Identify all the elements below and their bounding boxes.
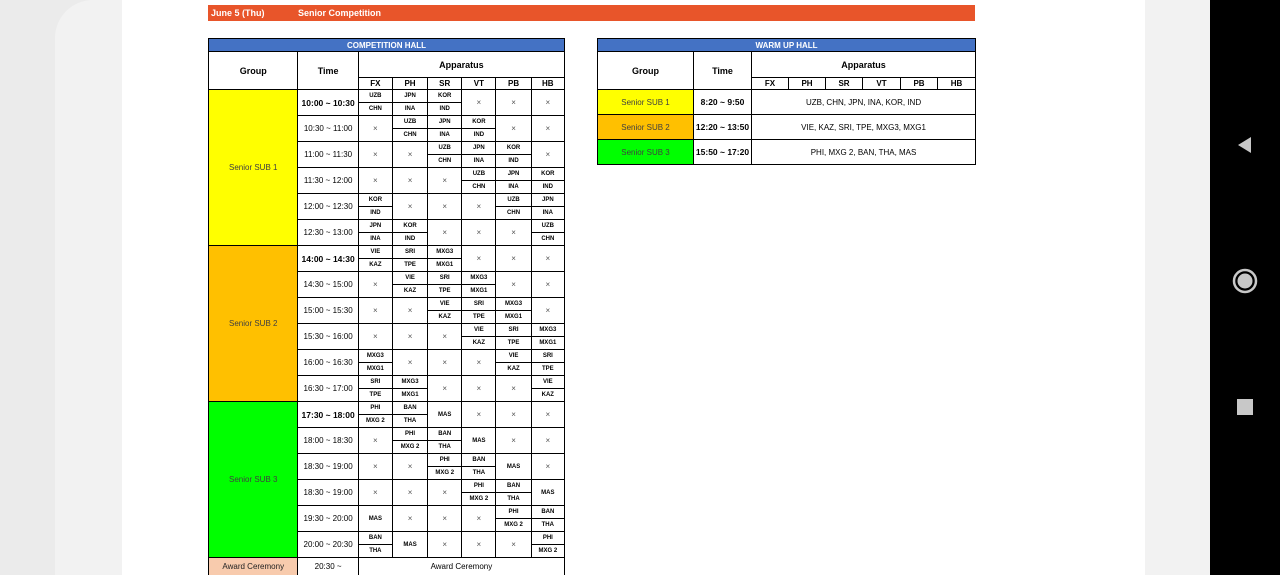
team-code: THA <box>496 492 530 505</box>
empty-cell: × <box>496 90 531 116</box>
recents-button[interactable] <box>1210 398 1280 438</box>
wu-group-header: Group <box>598 52 694 90</box>
empty-cell: × <box>428 194 462 220</box>
empty-cell: × <box>358 142 392 168</box>
team-code: KOR <box>541 171 555 177</box>
competition-hall-table <box>208 38 565 575</box>
time-cell: 18:00 ~ 18:30 <box>298 428 358 454</box>
team-code: VIE <box>508 353 519 359</box>
group-sub3: Senior SUB 3 <box>209 402 298 558</box>
team-code: MXG1 <box>496 310 530 323</box>
team-pair-cell <box>531 194 564 220</box>
team-code: BAN <box>438 431 452 437</box>
time-cell: 11:30 ~ 12:00 <box>298 168 358 194</box>
empty-cell: × <box>428 168 462 194</box>
team-code: INA <box>462 154 495 167</box>
team-code: MXG 2 <box>393 440 427 453</box>
team-cell: MAS <box>462 428 496 454</box>
empty-cell: × <box>392 454 427 480</box>
team-pair-cell <box>496 350 531 376</box>
team-pair-cell <box>496 324 531 350</box>
team-pair-cell <box>531 350 564 376</box>
team-code: JPN <box>438 119 451 125</box>
empty-cell: × <box>428 376 462 402</box>
date-banner <box>208 5 975 21</box>
team-code: MXG1 <box>359 362 392 375</box>
wu-apparatus-pb: PB <box>901 78 938 90</box>
empty-cell: × <box>496 532 531 558</box>
empty-cell: × <box>428 324 462 350</box>
team-code: IND <box>532 180 564 193</box>
team-code: MXG 2 <box>462 492 495 505</box>
wu-time-sub3: 15:50 ~ 17:20 <box>694 140 752 165</box>
team-pair-cell <box>358 532 392 558</box>
apparatus-ph: PH <box>392 78 427 90</box>
schedule-row <box>209 246 565 272</box>
time-cell: 16:00 ~ 16:30 <box>298 350 358 376</box>
time-cell: 15:00 ~ 15:30 <box>298 298 358 324</box>
schedule-row <box>209 402 565 428</box>
team-pair-cell <box>531 506 564 532</box>
empty-cell: × <box>531 402 564 428</box>
wu-apparatus-sr: SR <box>826 78 863 90</box>
team-code: IND <box>359 206 392 219</box>
empty-cell: × <box>392 506 427 532</box>
team-code: MXG1 <box>532 336 564 349</box>
team-code: VIE <box>542 379 553 385</box>
team-code: BAN <box>368 535 382 541</box>
team-code: PHI <box>473 483 484 489</box>
team-code: CHN <box>532 232 564 245</box>
team-cell: MAS <box>531 480 564 506</box>
wu-teams-sub3: PHI, MXG 2, BAN, THA, MAS <box>752 140 976 165</box>
empty-cell: × <box>428 506 462 532</box>
empty-cell: × <box>462 506 496 532</box>
wu-group-sub2: Senior SUB 2 <box>598 115 694 140</box>
team-code: SRI <box>439 275 450 281</box>
apparatus-sr: SR <box>428 78 462 90</box>
team-code: CHN <box>359 102 392 115</box>
team-code: TPE <box>428 284 461 297</box>
team-code: VIE <box>405 275 415 281</box>
empty-cell: × <box>462 532 496 558</box>
team-pair-cell <box>428 116 462 142</box>
competition-hall-title: COMPETITION HALL <box>209 39 565 52</box>
empty-cell: × <box>531 90 564 116</box>
team-pair-cell <box>462 298 496 324</box>
empty-cell: × <box>496 376 531 402</box>
wu-apparatus-fx: FX <box>752 78 789 90</box>
team-code: INA <box>496 180 530 193</box>
competition-label: Senior Competition <box>298 8 381 18</box>
team-pair-cell <box>358 194 392 220</box>
team-code: TPE <box>462 310 495 323</box>
team-pair-cell <box>428 454 462 480</box>
team-pair-cell <box>358 90 392 116</box>
team-code: VIE <box>474 327 484 333</box>
team-pair-cell <box>531 324 564 350</box>
wu-apparatus-vt: VT <box>863 78 901 90</box>
team-pair-cell <box>392 246 427 272</box>
warm-up-hall-title: WARM UP HALL <box>598 39 976 52</box>
empty-cell: × <box>392 480 427 506</box>
empty-cell: × <box>496 428 531 454</box>
team-pair-cell <box>496 168 531 194</box>
wu-time-header: Time <box>694 52 752 90</box>
team-code: JPN <box>473 145 485 151</box>
time-cell: 18:30 ~ 19:00 <box>298 454 358 480</box>
wu-group-sub1: Senior SUB 1 <box>598 90 694 115</box>
group-sub1: Senior SUB 1 <box>209 90 298 246</box>
team-cell: MAS <box>358 506 392 532</box>
empty-cell: × <box>531 116 564 142</box>
time-cell: 14:30 ~ 15:00 <box>298 272 358 298</box>
team-code: BAN <box>472 457 486 463</box>
team-code: KOR <box>438 93 452 99</box>
team-code: PHI <box>508 509 519 515</box>
team-pair-cell <box>428 298 462 324</box>
team-pair-cell <box>428 90 462 116</box>
empty-cell: × <box>428 532 462 558</box>
time-cell: 12:00 ~ 12:30 <box>298 194 358 220</box>
team-code: KOR <box>403 223 417 229</box>
team-code: KOR <box>506 145 521 151</box>
team-cell: MAS <box>392 532 427 558</box>
team-pair-cell <box>496 506 531 532</box>
time-cell: 16:30 ~ 17:00 <box>298 376 358 402</box>
team-code: IND <box>462 128 495 141</box>
team-code: IND <box>496 154 530 167</box>
team-pair-cell <box>428 272 462 298</box>
team-code: MXG3 <box>539 327 557 333</box>
team-code: MXG 2 <box>532 544 564 557</box>
team-pair-cell <box>428 246 462 272</box>
empty-cell: × <box>531 428 564 454</box>
empty-cell: × <box>392 142 427 168</box>
empty-cell: × <box>392 324 427 350</box>
team-code: MXG3 <box>401 379 419 385</box>
team-code: PHI <box>542 535 553 541</box>
team-code: CHN <box>496 206 530 219</box>
team-code: SRI <box>542 353 553 359</box>
wu-apparatus-header: Apparatus <box>752 52 976 78</box>
warm-up-hall-table <box>597 38 976 165</box>
team-code: TPE <box>393 258 427 271</box>
empty-cell: × <box>392 194 427 220</box>
team-code: MXG1 <box>428 258 461 271</box>
award-time: 20:30 ~ <box>298 558 358 575</box>
team-code: MXG1 <box>393 388 427 401</box>
team-code: MXG1 <box>462 284 495 297</box>
team-code: MXG3 <box>366 353 384 359</box>
empty-cell: × <box>496 272 531 298</box>
time-cell: 12:30 ~ 13:00 <box>298 220 358 246</box>
time-cell: 10:00 ~ 10:30 <box>298 90 358 116</box>
team-pair-cell <box>462 142 496 168</box>
wu-group-sub3: Senior SUB 3 <box>598 140 694 165</box>
team-cell: MAS <box>428 402 462 428</box>
team-code: INA <box>532 206 564 219</box>
time-cell: 20:00 ~ 20:30 <box>298 532 358 558</box>
team-code: VIE <box>370 249 381 255</box>
time-cell: 14:00 ~ 14:30 <box>298 246 358 272</box>
team-code: BAN <box>507 483 521 489</box>
team-code: IND <box>428 102 461 115</box>
team-code: SRI <box>473 301 484 307</box>
team-pair-cell <box>392 272 427 298</box>
empty-cell: × <box>358 116 392 142</box>
team-pair-cell <box>531 220 564 246</box>
empty-cell: × <box>428 350 462 376</box>
team-code: INA <box>428 128 461 141</box>
empty-cell: × <box>358 428 392 454</box>
empty-cell: × <box>531 246 564 272</box>
empty-cell: × <box>462 194 496 220</box>
team-pair-cell <box>358 246 392 272</box>
empty-cell: × <box>358 324 392 350</box>
team-pair-cell <box>531 376 564 402</box>
time-cell: 15:30 ~ 16:00 <box>298 324 358 350</box>
team-code: UZB <box>369 93 382 99</box>
empty-cell: × <box>462 376 496 402</box>
team-pair-cell <box>358 350 392 376</box>
apparatus-header: Apparatus <box>358 52 564 78</box>
team-code: KAZ <box>496 362 530 375</box>
team-pair-cell <box>392 376 427 402</box>
empty-cell: × <box>392 298 427 324</box>
team-code: THA <box>532 518 564 531</box>
empty-cell: × <box>531 298 564 324</box>
empty-cell: × <box>358 480 392 506</box>
apparatus-fx: FX <box>358 78 392 90</box>
team-code: INA <box>393 102 427 115</box>
team-code: SRI <box>370 379 381 385</box>
empty-cell: × <box>462 90 496 116</box>
empty-cell: × <box>392 168 427 194</box>
team-code: INA <box>359 232 392 245</box>
team-pair-cell <box>531 168 564 194</box>
schedule-row <box>209 90 565 116</box>
team-code: KAZ <box>359 258 392 271</box>
team-code: TPE <box>359 388 392 401</box>
back-button[interactable] <box>1210 135 1280 175</box>
team-code: SRI <box>508 327 519 333</box>
team-pair-cell <box>496 298 531 324</box>
team-code: IND <box>393 232 427 245</box>
team-pair-cell <box>496 194 531 220</box>
team-pair-cell <box>358 376 392 402</box>
team-code: SRI <box>405 249 416 255</box>
team-code: TPE <box>496 336 530 349</box>
team-code: CHN <box>428 154 461 167</box>
empty-cell: × <box>428 480 462 506</box>
time-cell: 18:30 ~ 19:00 <box>298 480 358 506</box>
team-code: MXG3 <box>470 275 488 281</box>
team-code: MXG 2 <box>496 518 530 531</box>
time-cell: 10:30 ~ 11:00 <box>298 116 358 142</box>
team-code: CHN <box>393 128 427 141</box>
team-code: KAZ <box>428 310 461 323</box>
team-pair-cell <box>496 142 531 168</box>
wu-teams-sub2: VIE, KAZ, SRI, TPE, MXG3, MXG1 <box>752 115 976 140</box>
team-code: KOR <box>472 119 486 125</box>
team-code: KAZ <box>532 388 564 401</box>
competition-rows <box>209 90 565 558</box>
team-code: UZB <box>403 119 417 125</box>
team-pair-cell <box>358 220 392 246</box>
empty-cell: × <box>462 350 496 376</box>
apparatus-hb: HB <box>531 78 564 90</box>
team-pair-cell <box>462 324 496 350</box>
team-code: JPN <box>369 223 382 229</box>
team-pair-cell <box>462 272 496 298</box>
team-code: VIE <box>439 301 450 307</box>
empty-cell: × <box>531 454 564 480</box>
team-code: UZB <box>541 223 554 229</box>
empty-cell: × <box>358 454 392 480</box>
team-pair-cell <box>392 90 427 116</box>
empty-cell: × <box>531 272 564 298</box>
team-pair-cell <box>392 220 427 246</box>
empty-cell: × <box>531 142 564 168</box>
team-pair-cell <box>462 454 496 480</box>
wu-teams-sub1: UZB, CHN, JPN, INA, KOR, IND <box>752 90 976 115</box>
team-pair-cell <box>462 480 496 506</box>
time-cell: 17:30 ~ 18:00 <box>298 402 358 428</box>
wu-apparatus-hb: HB <box>938 78 976 90</box>
team-code: PHI <box>405 431 416 437</box>
time-header: Time <box>298 52 358 90</box>
empty-cell: × <box>462 220 496 246</box>
empty-cell: × <box>358 168 392 194</box>
empty-cell: × <box>392 350 427 376</box>
home-button[interactable] <box>1210 267 1280 307</box>
team-code: PHI <box>439 457 450 463</box>
time-cell: 19:30 ~ 20:00 <box>298 506 358 532</box>
team-pair-cell <box>531 532 564 558</box>
team-code: JPN <box>404 93 416 99</box>
empty-cell: × <box>428 220 462 246</box>
team-code: KOR <box>368 197 383 203</box>
team-code: TPE <box>532 362 564 375</box>
team-pair-cell <box>392 402 427 428</box>
wu-time-sub2: 12:20 ~ 13:50 <box>694 115 752 140</box>
apparatus-pb: PB <box>496 78 531 90</box>
wu-time-sub1: 8:20 ~ 9:50 <box>694 90 752 115</box>
team-code: THA <box>393 414 427 427</box>
team-pair-cell <box>358 402 392 428</box>
team-code: JPN <box>507 171 520 177</box>
empty-cell: × <box>496 220 531 246</box>
team-code: UZB <box>472 171 486 177</box>
team-code: THA <box>462 466 495 479</box>
team-pair-cell <box>428 428 462 454</box>
date-label: June 5 (Thu) <box>211 8 265 18</box>
empty-cell: × <box>358 298 392 324</box>
group-header: Group <box>209 52 298 90</box>
team-code: MXG 2 <box>428 466 461 479</box>
team-code: BAN <box>541 509 555 515</box>
team-code: UZB <box>438 145 451 151</box>
award-text: Award Ceremony <box>358 558 564 575</box>
team-code: PHI <box>370 405 381 411</box>
team-code: THA <box>428 440 461 453</box>
wu-apparatus-ph: PH <box>789 78 826 90</box>
team-code: UZB <box>507 197 520 203</box>
time-cell: 11:00 ~ 11:30 <box>298 142 358 168</box>
team-pair-cell <box>428 142 462 168</box>
team-code: THA <box>359 544 392 557</box>
android-nav-bar <box>1210 0 1280 575</box>
team-code: KAZ <box>462 336 495 349</box>
apparatus-vt: VT <box>462 78 496 90</box>
empty-cell: × <box>496 402 531 428</box>
recents-square-icon <box>1236 398 1254 416</box>
group-sub2: Senior SUB 2 <box>209 246 298 402</box>
team-pair-cell <box>496 480 531 506</box>
team-code: MXG3 <box>505 301 523 307</box>
team-code: KAZ <box>393 284 427 297</box>
team-code: BAN <box>403 405 417 411</box>
empty-cell: × <box>462 246 496 272</box>
team-code: CHN <box>462 180 495 193</box>
team-cell: MAS <box>496 454 531 480</box>
team-code: MXG 2 <box>359 414 392 427</box>
empty-cell: × <box>358 272 392 298</box>
empty-cell: × <box>462 402 496 428</box>
empty-cell: × <box>496 116 531 142</box>
back-triangle-icon <box>1235 135 1255 155</box>
empty-cell: × <box>496 246 531 272</box>
team-pair-cell <box>462 116 496 142</box>
device-edge <box>0 0 60 575</box>
team-pair-cell <box>392 116 427 142</box>
award-group: Award Ceremony <box>209 558 298 575</box>
document-page[interactable] <box>122 0 1145 575</box>
team-pair-cell <box>462 168 496 194</box>
team-code: JPN <box>541 197 554 203</box>
home-circle-icon <box>1231 267 1259 295</box>
team-code: MXG3 <box>436 249 454 255</box>
team-pair-cell <box>392 428 427 454</box>
